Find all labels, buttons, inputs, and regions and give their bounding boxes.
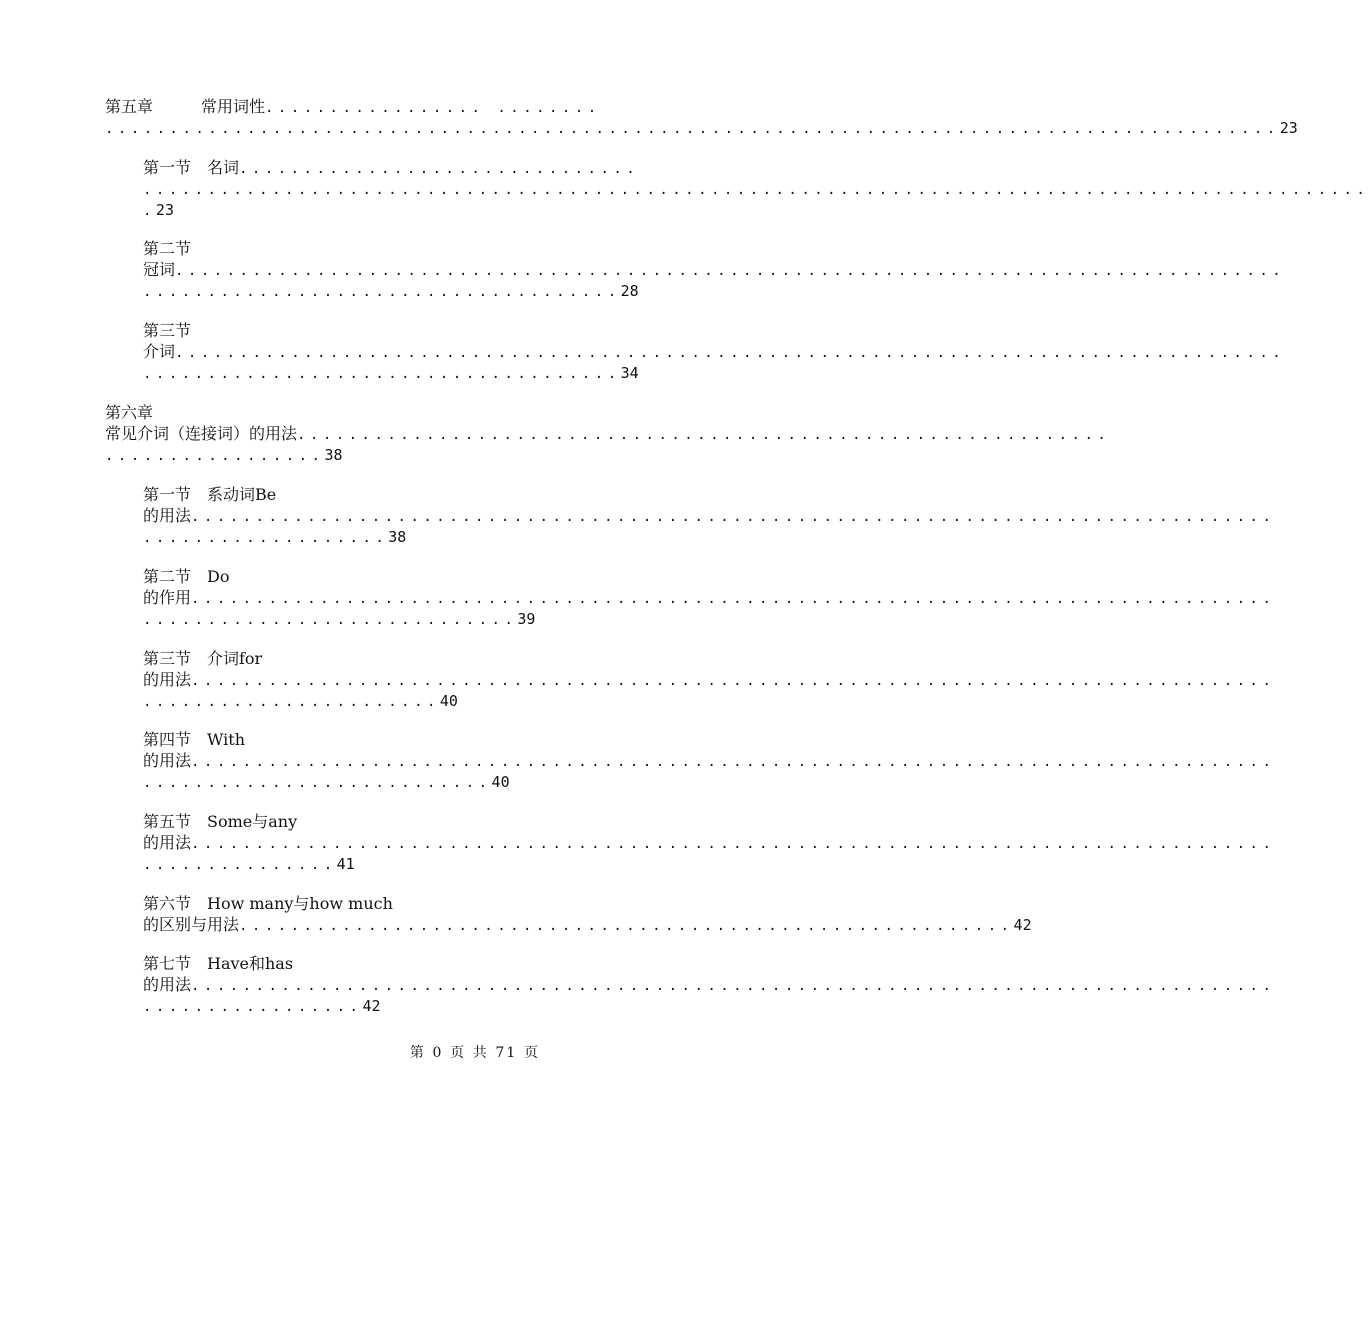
page-number: 28 [620,282,639,300]
toc-label: 的用法 [143,670,192,689]
dot-leader: ............................................................ [239,918,1014,934]
toc-line [143,484,935,505]
dot-leader: ................. [143,999,363,1015]
toc-line [143,566,935,587]
toc-label: 介词 [143,342,176,361]
dot-leader: .................................................................................... [191,509,1276,525]
toc-entry[interactable] [143,157,1369,220]
toc-line [143,893,935,914]
toc-label: 的用法 [143,833,192,852]
toc-line [143,853,935,874]
toc-line [143,526,935,547]
toc-label: 第二节 [143,239,192,258]
dot-leader: ...................................................................................... [175,263,1286,279]
toc-line [143,320,935,341]
toc-label: 第七节 Have和has [143,954,294,973]
toc-line [143,608,935,629]
toc-line [105,117,1298,138]
toc-label: 冠词 [143,260,176,279]
toc-line [143,341,1286,362]
toc-label: 第六章 [105,403,154,422]
page-number: 23 [155,201,174,219]
toc-line [143,771,935,792]
dot-leader: ............................................................... [297,427,1111,443]
toc-entry[interactable] [143,648,1276,711]
toc-label: 的用法 [143,506,192,525]
toc-label: 第五节 Some与any [143,812,298,831]
toc-entry[interactable] [143,238,1286,301]
dot-leader: ................. [105,448,325,464]
toc-label: 第三节 介词for [143,649,263,668]
toc-line [143,995,935,1016]
toc-line [105,423,1111,444]
toc-entry[interactable] [143,953,1276,1016]
page-number: 42 [362,997,381,1015]
toc-line [143,811,935,832]
toc-label: 第一节 名词 [143,158,240,177]
toc-line [143,750,1276,771]
dot-leader: ....................... [143,694,440,710]
dot-leader: ........................................................................................... [105,121,1280,137]
toc-line [143,157,935,178]
toc-line [143,648,935,669]
dot-leader: .................................................................................... [191,673,1276,689]
dot-leader: ............................. [143,612,518,628]
dot-leader: ..................................... [143,284,621,300]
page-number: 23 [1279,119,1298,137]
toc-line [143,953,935,974]
toc-label: 的用法 [143,975,192,994]
toc-label: 第五章 常用词性 [105,97,266,116]
toc-label: 的用法 [143,751,192,770]
toc-label: 第三节 [143,321,192,340]
toc-line [143,914,1032,935]
toc-line [143,178,1369,199]
toc-line [143,199,935,220]
toc-line [105,96,935,117]
toc-entry[interactable] [105,96,1298,138]
toc-entry[interactable] [143,484,1276,547]
toc-line [143,238,935,259]
page-number: 41 [336,855,355,873]
dot-leader: . [143,203,156,219]
dot-leader: .................................................................................... [191,591,1276,607]
toc-label: 的作用 [143,588,192,607]
toc-label: 的区别与用法 [143,915,240,934]
toc-entry[interactable] [143,566,1276,629]
page-number: 40 [439,692,458,710]
page-number: 42 [1013,916,1032,934]
toc-label: 第四节 With [143,730,246,749]
toc-line [143,259,1286,280]
toc-entry[interactable] [105,402,1111,465]
toc-entry[interactable] [143,320,1286,383]
toc-line [143,729,935,750]
page-number: 40 [491,773,510,791]
toc-line [143,280,935,301]
toc-line [143,362,935,383]
toc-line [143,669,1276,690]
dot-leader: ............................................................................................... [143,182,1369,198]
dot-leader: .................................................................................... [191,754,1276,770]
page-footer: 第 0 页 共 71 页 [409,1045,541,1061]
toc-line [143,974,1276,995]
dot-leader: ........................... [143,775,492,791]
page-number: 34 [620,364,639,382]
toc-label: 第一节 系动词Be [143,485,277,504]
toc-label: 常见介词（连接词）的用法 [105,424,298,443]
toc-line [143,505,1276,526]
toc-entry[interactable] [143,729,1276,792]
page-number: 38 [324,446,343,464]
toc-line [105,444,935,465]
toc-line [143,832,1276,853]
toc-line [143,690,935,711]
toc-line [143,587,1276,608]
dot-leader: ............... [143,857,337,873]
dot-leader: ..................................... [143,366,621,382]
dot-leader: .................................................................................... [191,978,1276,994]
dot-leader: ................. ........ [265,100,601,116]
toc-line [105,402,935,423]
page-number: 38 [388,528,407,546]
toc-entry[interactable] [143,893,1032,935]
dot-leader: ................... [143,530,389,546]
dot-leader: ............................... [239,161,640,177]
toc-entry[interactable] [143,811,1276,874]
dot-leader: ...................................................................................... [175,345,1286,361]
dot-leader: .................................................................................... [191,836,1276,852]
page-number: 39 [517,610,536,628]
toc-label: 第六节 How many与how much [143,894,393,913]
toc-label: 第二节 Do [143,567,230,586]
